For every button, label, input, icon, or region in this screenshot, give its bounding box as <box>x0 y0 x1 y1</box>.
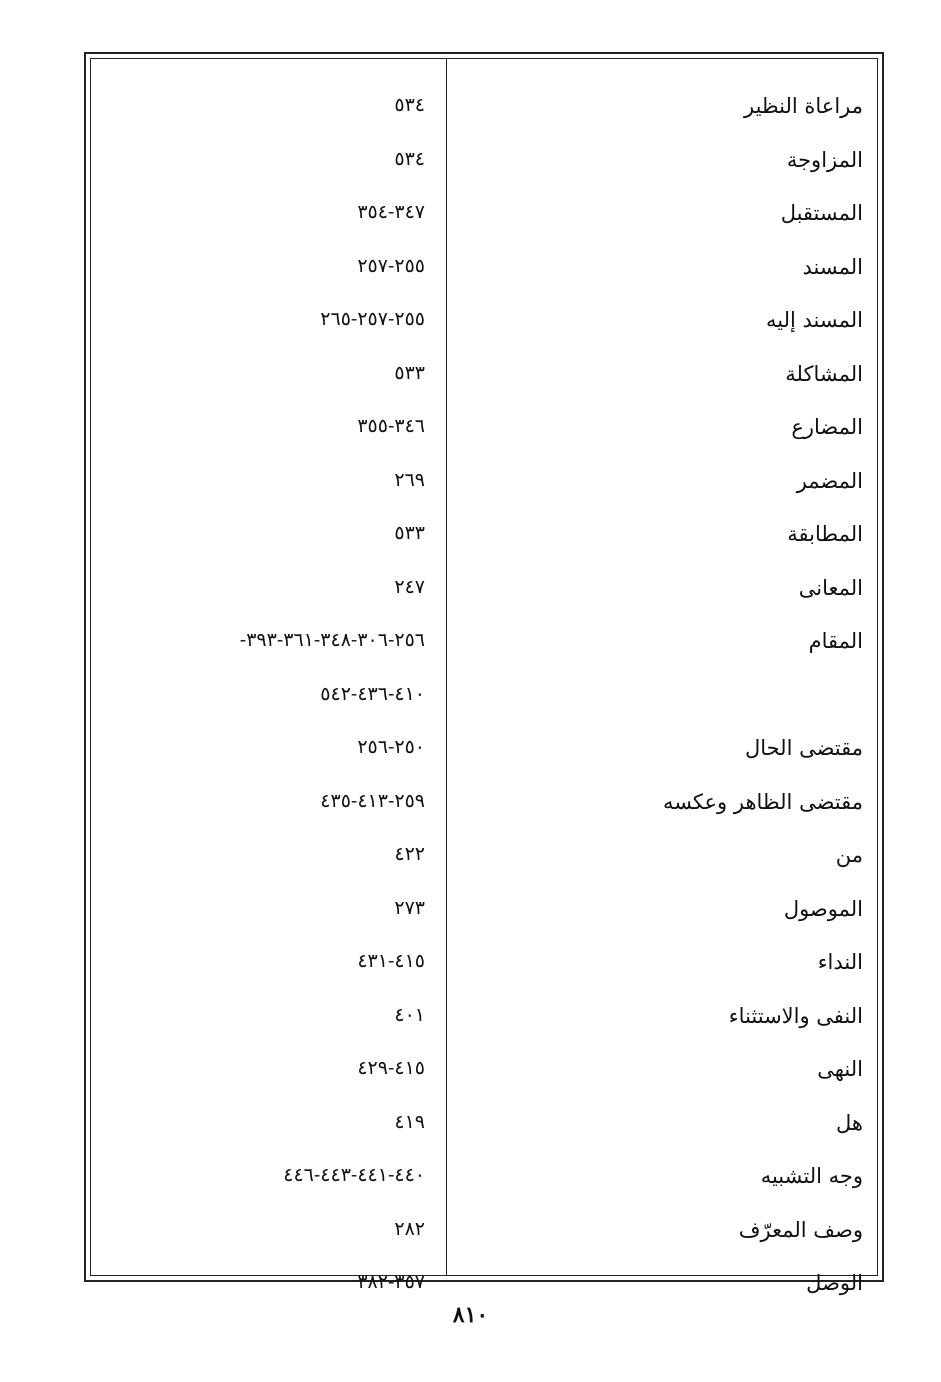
index-term: مقتضى الحال <box>744 736 863 760</box>
index-term: وصف المعرّف <box>738 1217 863 1242</box>
index-row <box>91 781 877 835</box>
index-term: مراعاة النظير <box>744 94 863 118</box>
index-row <box>91 460 877 514</box>
index-term: المضمر <box>796 468 863 493</box>
index-term: المسند إليه <box>766 308 863 332</box>
index-pages: ٤١٥-٤٢٩ <box>357 1057 425 1079</box>
index-pages: ٥٣٣ <box>394 522 425 544</box>
index-term: النفى والاستثناء <box>728 1003 863 1028</box>
index-pages: ٢٥٠-٢٥٦ <box>357 736 425 758</box>
index-term: النداء <box>817 950 863 974</box>
index-pages: ٤٢٢ <box>394 843 425 865</box>
index-term: المقام <box>808 629 863 653</box>
index-pages: ٢٨٢ <box>394 1217 425 1240</box>
index-term: من <box>835 843 863 867</box>
index-table-inner-border <box>90 58 878 1295</box>
index-pages: ٥٣٣ <box>394 361 425 384</box>
index-row <box>91 139 877 193</box>
index-term: المطابقة <box>787 522 863 546</box>
index-pages: ٤٤٠-٤٤١-٤٤٣-٤٤٦ <box>283 1164 425 1186</box>
index-row <box>91 406 877 460</box>
index-pages: ٢٦٩ <box>394 468 425 491</box>
index-term: وجه التشبيه <box>760 1164 863 1188</box>
index-pages: ٢٥٥-٢٥٧ <box>357 254 425 277</box>
index-pages: ٤١٩ <box>394 1110 425 1133</box>
index-row <box>91 834 877 888</box>
index-pages: ٤١٠-٤٣٦-٥٤٢ <box>320 682 425 705</box>
index-row <box>91 941 877 995</box>
index-row <box>91 1048 877 1102</box>
index-pages: ٥٣٤ <box>394 147 425 170</box>
index-pages: ٢٥٥-٢٥٧-٢٦٥ <box>320 308 425 330</box>
index-pages: ٣٤٧-٣٥٤ <box>357 201 425 223</box>
index-pages: ٢٥٩-٤١٣-٤٣٥ <box>320 789 425 812</box>
index-pages: ٣٥٧-٣٨٢ <box>357 1271 425 1293</box>
index-row <box>91 299 877 353</box>
index-term: الوصل <box>806 1271 863 1295</box>
index-term: المشاكلة <box>785 361 863 386</box>
index-row <box>91 1155 877 1209</box>
index-term: المزاوجة <box>786 147 863 172</box>
index-term: هل <box>836 1110 863 1135</box>
index-row <box>91 246 877 300</box>
index-row <box>91 85 877 139</box>
page-number: ٨١٠ <box>452 1302 489 1328</box>
index-pages: ٤١٥-٤٣١ <box>357 950 425 972</box>
index-row <box>91 192 877 246</box>
index-row <box>91 674 877 728</box>
index-pages: ٢٥٦-٣٠٦-٣٤٨-٣٦١-٣٩٣- <box>239 629 425 651</box>
index-term: المضارع <box>791 415 863 439</box>
index-pages: ٤٠١ <box>394 1003 425 1026</box>
index-term: مقتضى الظاهر وعكسه <box>662 789 863 814</box>
index-term: المعانى <box>798 575 863 600</box>
index-row <box>91 567 877 621</box>
index-term: المستقبل <box>780 201 863 225</box>
index-row <box>91 620 877 674</box>
index-rows <box>91 85 877 1316</box>
index-row <box>91 513 877 567</box>
index-row <box>91 353 877 407</box>
index-term: النهى <box>817 1057 863 1081</box>
index-pages: ٢٤٧ <box>394 575 425 598</box>
index-row <box>91 888 877 942</box>
index-row <box>91 1209 877 1263</box>
index-row <box>91 1102 877 1156</box>
index-pages: ٣٤٦-٣٥٥ <box>357 415 425 437</box>
index-pages: ٢٧٣ <box>394 896 425 919</box>
index-term: المسند <box>802 254 863 279</box>
index-row <box>91 995 877 1049</box>
index-term: الموصول <box>783 896 863 921</box>
index-row <box>91 727 877 781</box>
index-pages: ٥٣٤ <box>394 94 425 116</box>
index-table-frame <box>84 52 884 1295</box>
